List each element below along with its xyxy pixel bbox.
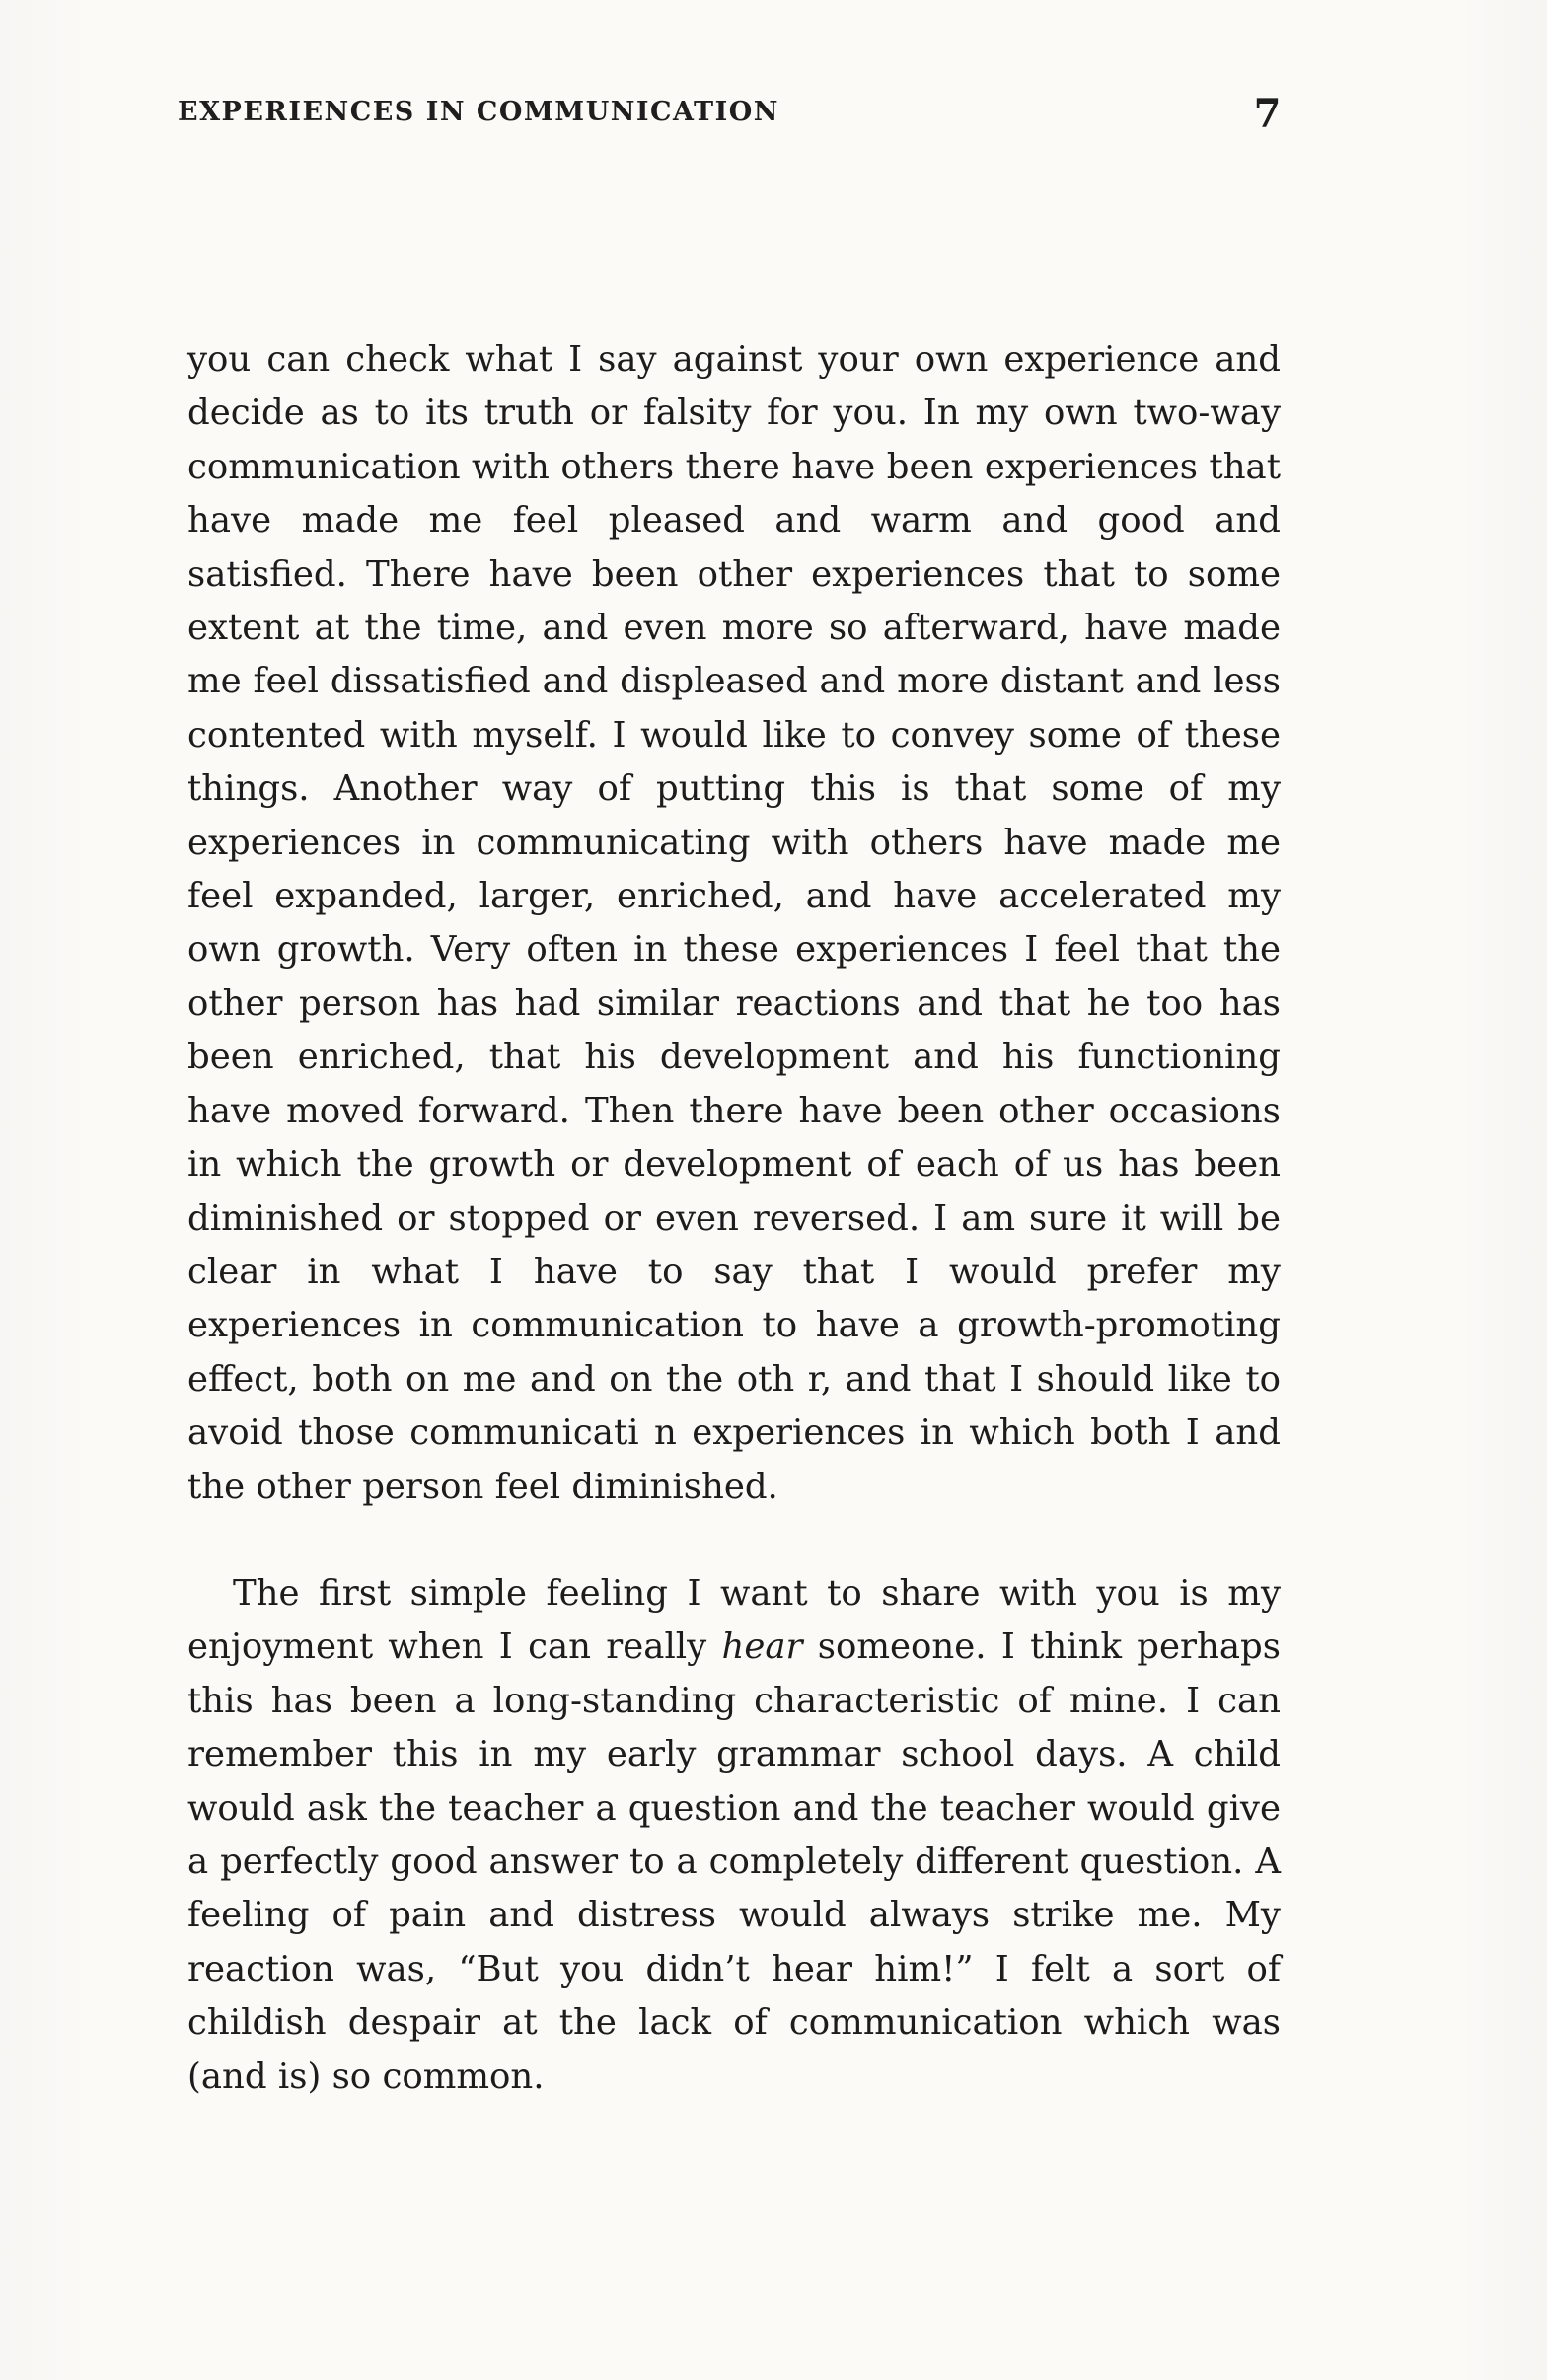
emphasis-hear: hear [721, 1626, 803, 1668]
body-text [187, 333, 1281, 2104]
paragraph-1: you can check what I say against your own experience and decide as to its truth or falsity for you. In my own two-way communication with others there have been experiences that have made me feel pleased and warm and good and satisfied. There have been other experiences that to some extent at the time, and even more so afterward, have made me feel dissatisfied and displeased and more distant and less contented with myself. I would like to convey some of these things. Another way of putting this is that some of my experiences in communicating with others have made me feel expanded, larger, enriched, and have accelerated my own growth. Very often in these experiences I feel that the other person has had similar reactions and that he too has been enriched, that his development and his functioning have moved forward. Then there have been other occasions in which the growth or development of each of us has been diminished or stopped or even reversed. I am sure it will be clear in what I have to say that I would prefer my experiences in communication to have a growth-promoting effect, both on me and on the oth r, and that I should like to avoid those communicati n experiences in which both I and the other person feel diminished. [187, 339, 1281, 1507]
page-number: 7 [1253, 91, 1283, 137]
paragraph-2-rest: someone. I think perhaps this has been a long-standing characteristic of mine. I can remember this in my early grammar school days. A child would ask the teacher a question and the teacher would give a perfectly good answer to a completely different question. A feeling of pain and distress would always strike me. My reaction was, “But you didn’t hear him!” I felt a sort of childish despair at the lack of communication which was (and is) so common. [187, 1626, 1281, 2097]
paragraph-2-lead: The first simple feeling I want to share with you is my enjoyment when I can really [187, 1572, 1281, 1668]
paragraph-2 [187, 1567, 1281, 2104]
running-head [178, 91, 1283, 137]
running-head-title: EXPERIENCES IN COMMUNICATION [178, 97, 779, 127]
